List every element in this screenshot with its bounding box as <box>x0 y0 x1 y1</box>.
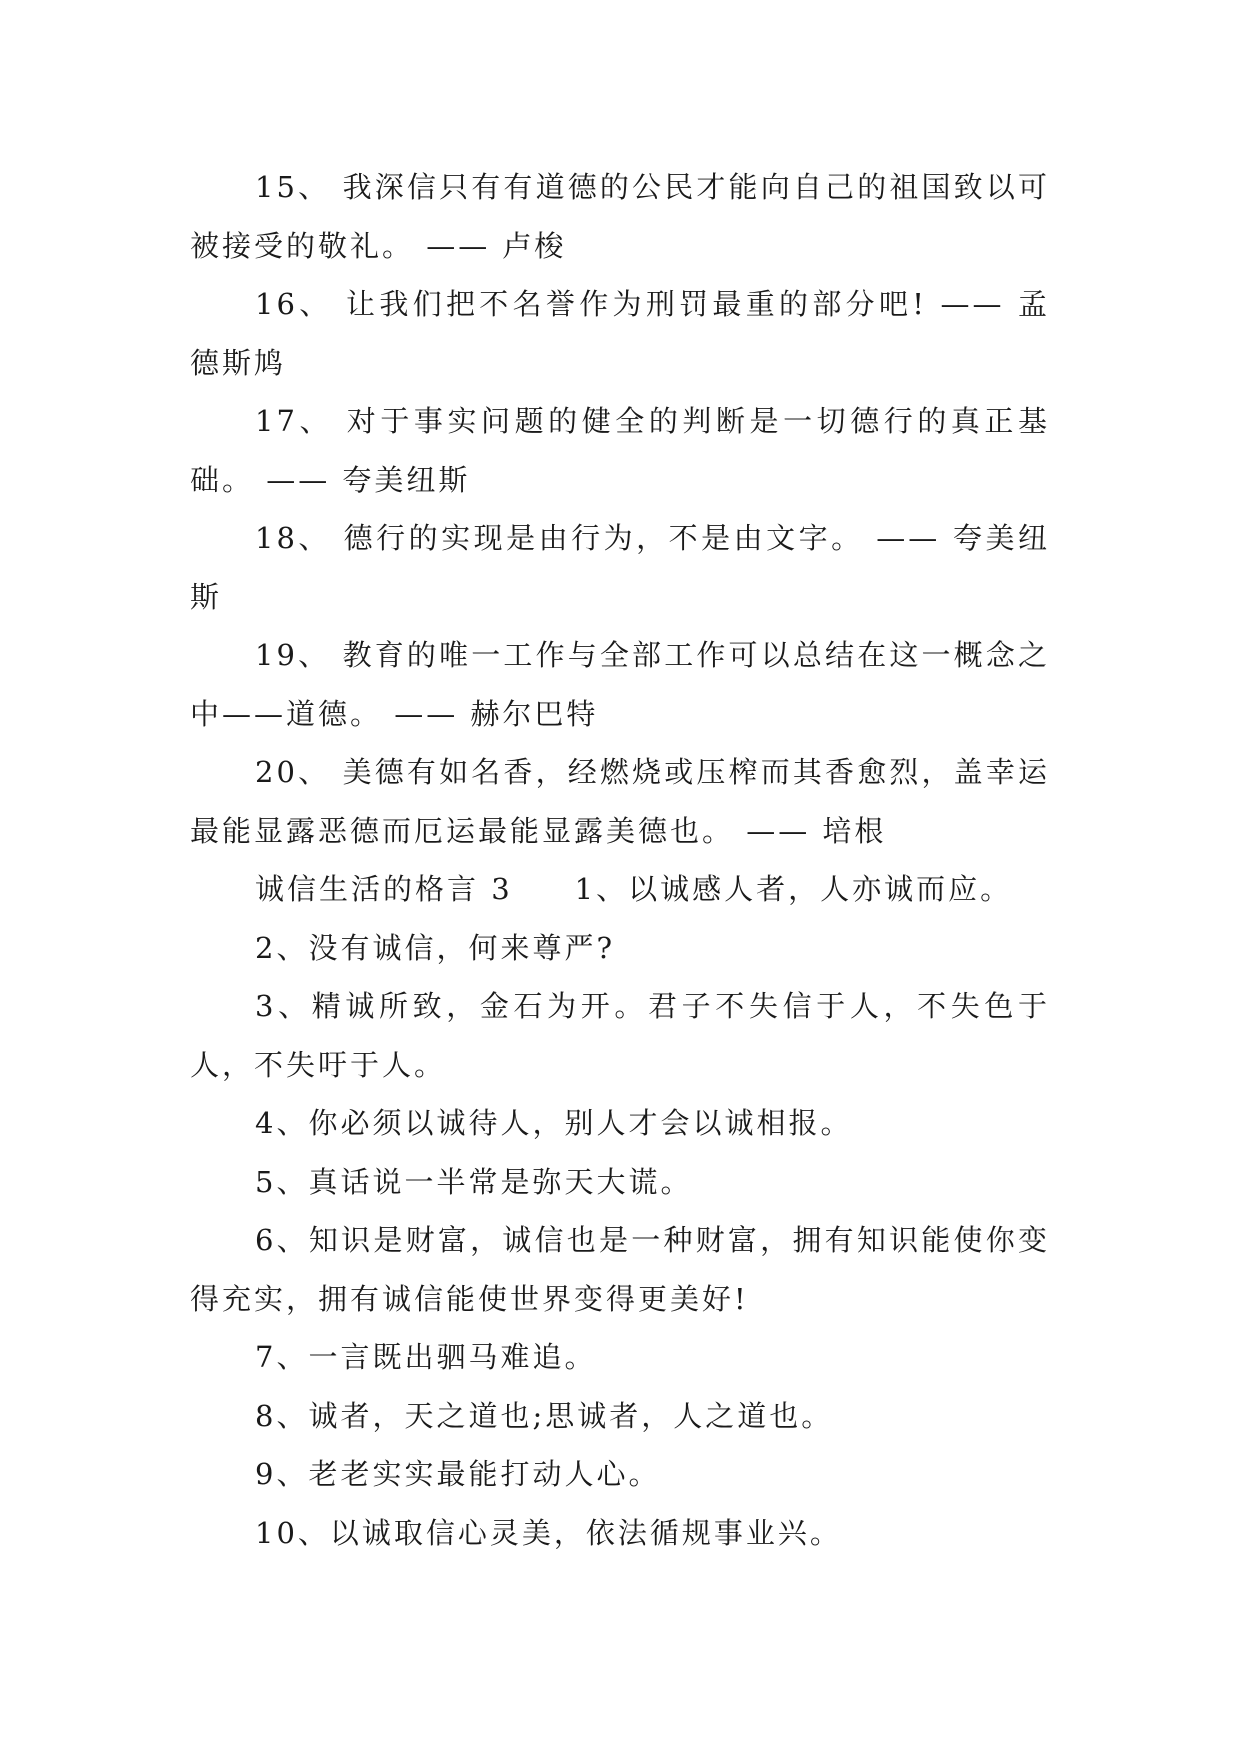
quote-paragraph-15: 15、 我深信只有有道德的公民才能向自己的祖国致以可被接受的敬礼。 —— 卢梭 <box>190 170 1050 263</box>
document-page <box>190 158 1050 1562</box>
quote-paragraph-20: 20、 美德有如名香，经燃烧或压榨而其香愈烈，盖幸运最能显露恶德而厄运最能显露美德也。 —— 培根 <box>190 755 1050 848</box>
list-item-7: 7、一言既出驷马难追。 <box>255 1340 597 1374</box>
list-item-2: 2、没有诚信，何来尊严? <box>255 930 615 965</box>
section-heading-line <box>190 860 1050 919</box>
quote-paragraph-17: 17、 对于事实问题的健全的判断是一切德行的真正基础。 —— 夸美纽斯 <box>190 404 1050 497</box>
quote-paragraph-18: 18、 德行的实现是由行为，不是由文字。 —— 夸美纽斯 <box>190 521 1050 614</box>
list-item-3: 3、精诚所致，金石为开。君子不失信于人，不失色于人，不失吁于人。 <box>190 989 1050 1082</box>
quote-paragraph-19: 19、 教育的唯一工作与全部工作可以总结在这一概念之中——道德。 —— 赫尔巴特 <box>190 638 1050 731</box>
list-item-6: 6、知识是财富，诚信也是一种财富，拥有知识能使你变得充实，拥有诚信能使世界变得更美好! <box>190 1223 1050 1316</box>
section-first-item: 1、以诚感人者，人亦诚而应。 <box>574 872 1013 906</box>
list-item-9: 9、老老实实最能打动人心。 <box>255 1457 661 1491</box>
list-item-5: 5、真话说一半常是弥天大谎。 <box>255 1164 693 1199</box>
list-item-10: 10、以诚取信心灵美，依法循规事业兴。 <box>255 1515 842 1550</box>
list-item-8: 8、诚者，天之道也;思诚者，人之道也。 <box>255 1398 834 1433</box>
section-heading: 诚信生活的格言 3 <box>255 872 513 906</box>
list-item-4: 4、你必须以诚待人，别人才会以诚相报。 <box>255 1106 853 1140</box>
quote-paragraph-16: 16、 让我们把不名誉作为刑罚最重的部分吧! —— 孟德斯鸠 <box>190 287 1050 380</box>
